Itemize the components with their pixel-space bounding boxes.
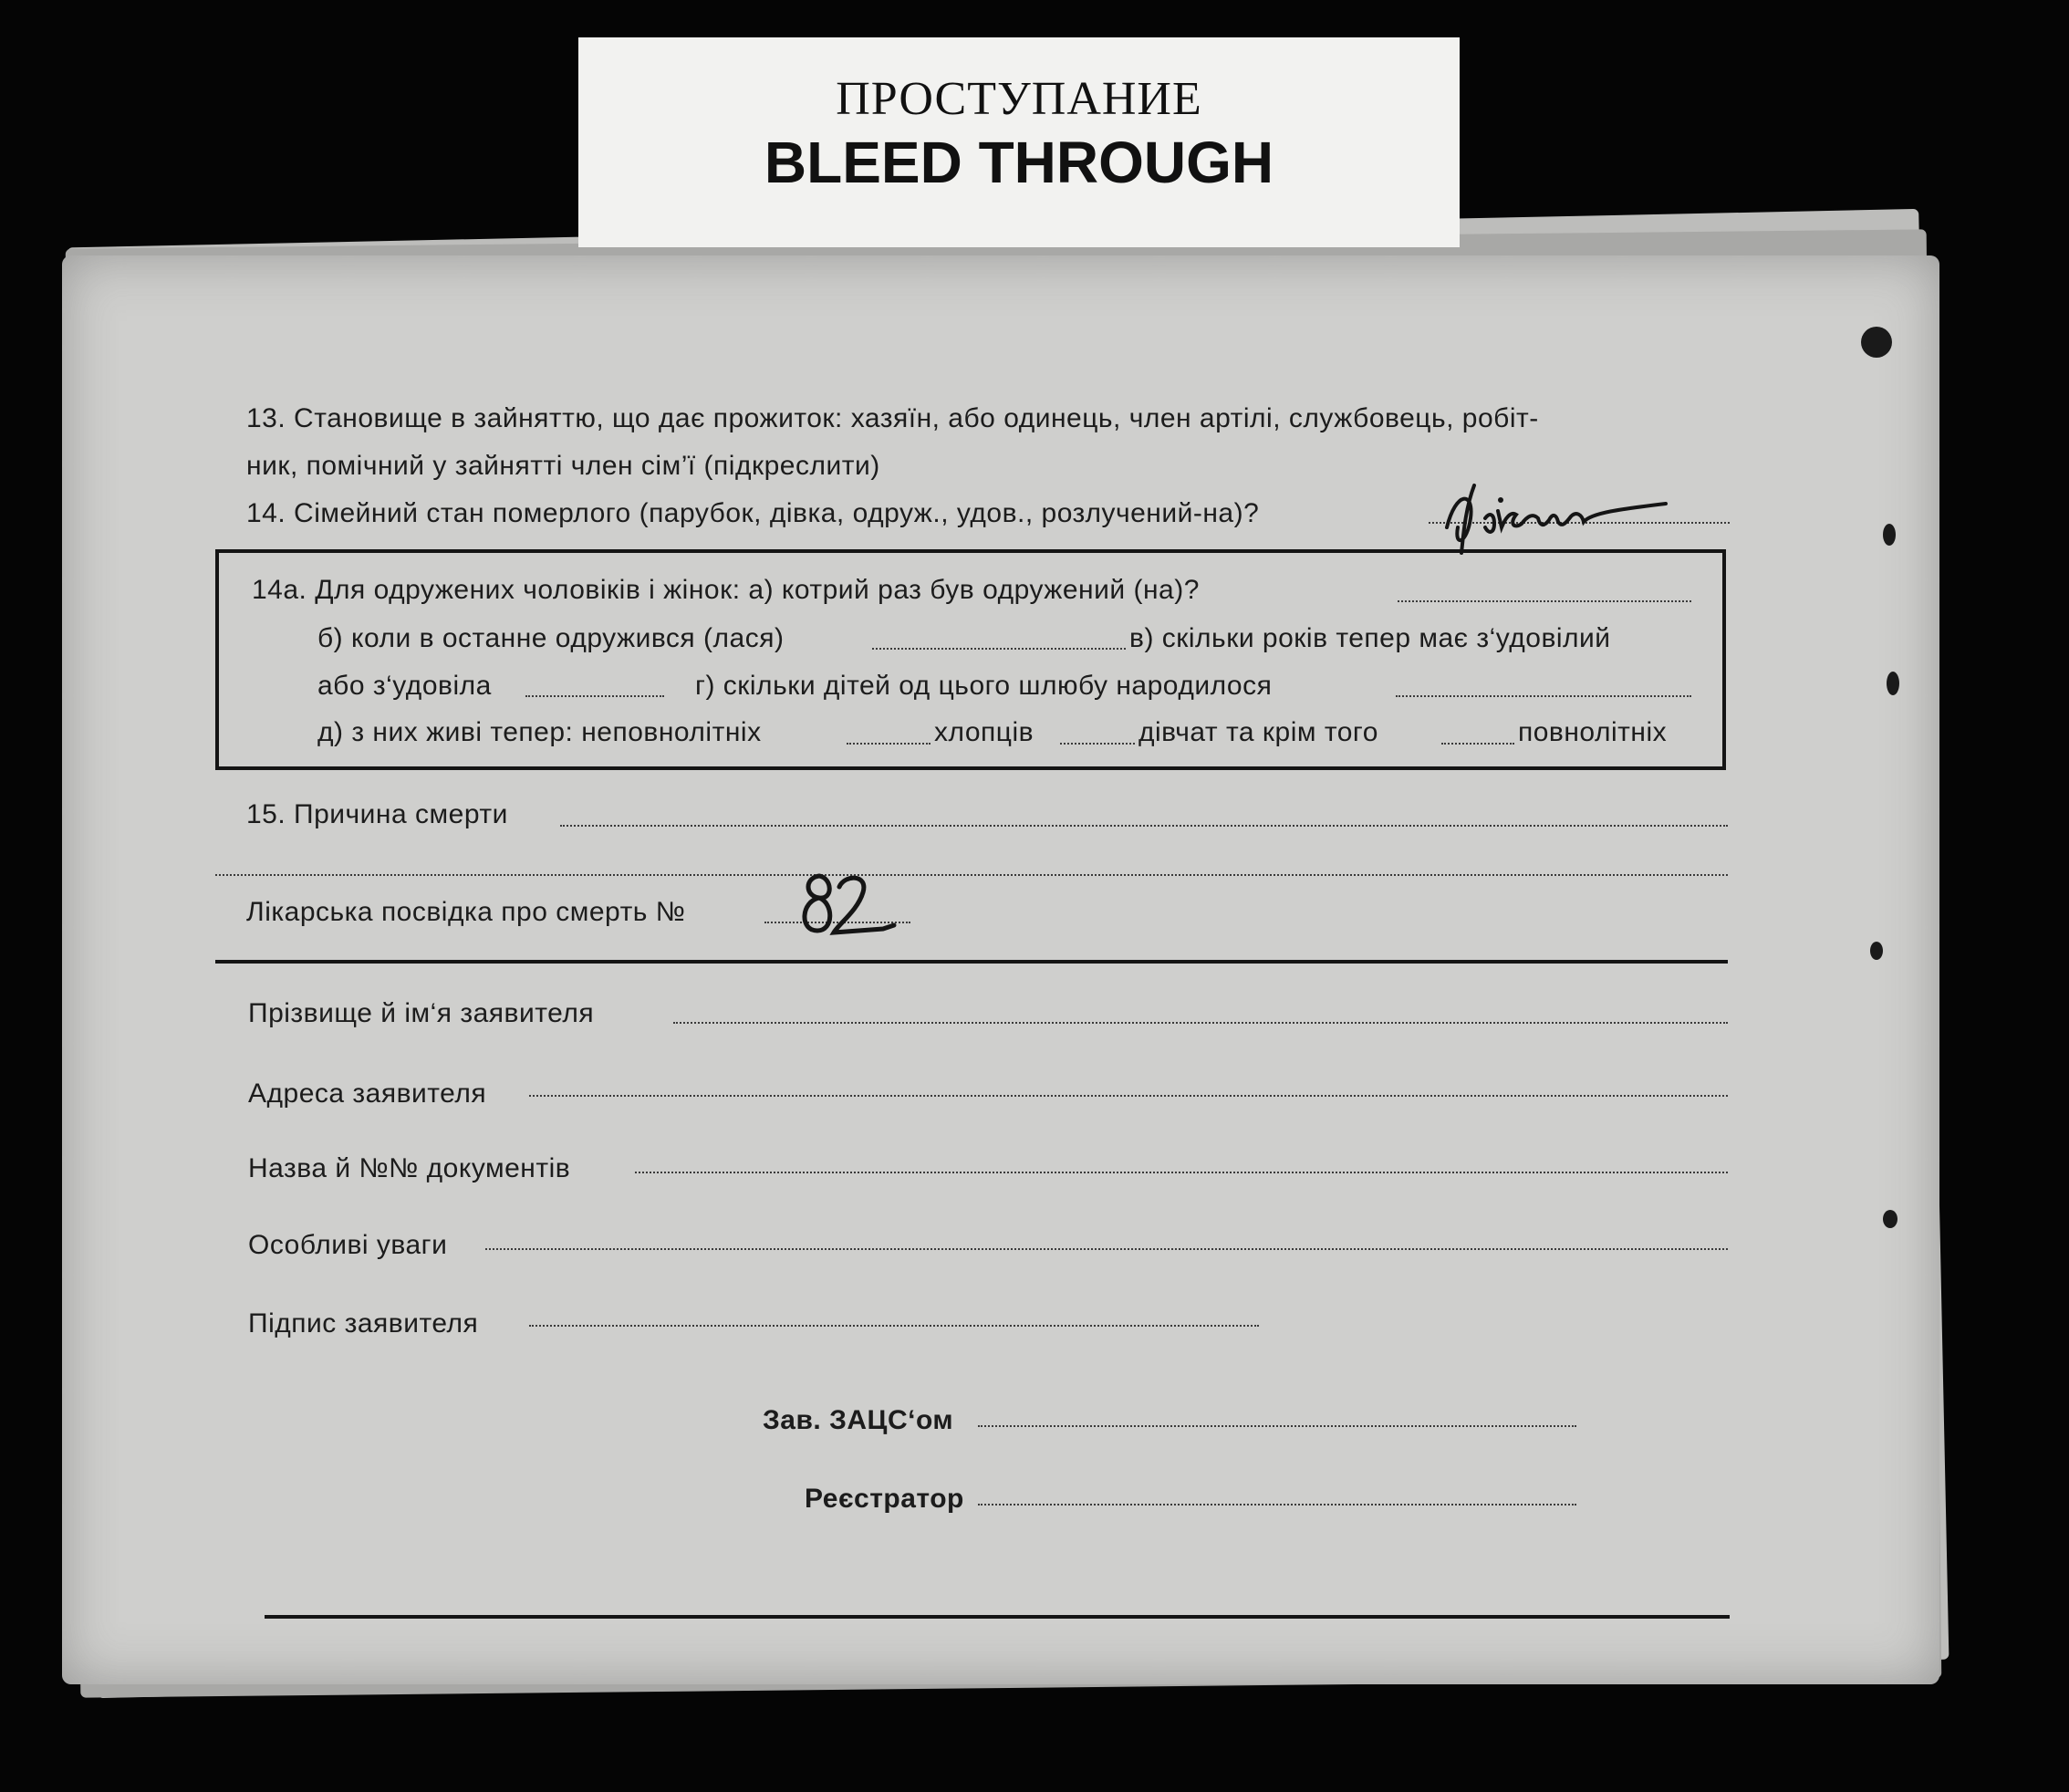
question-14a-d-label: д) з них живі тепер: неповнолітніх xyxy=(317,717,762,747)
punch-mark-4 xyxy=(1883,1210,1897,1228)
punch-mark-1 xyxy=(1883,524,1896,546)
punch-hole-top xyxy=(1861,327,1892,358)
question-14a-boys-label: хлопців xyxy=(934,717,1034,747)
question-14a-v-label: в) скільки років тепер має з‘удовілий xyxy=(1129,623,1611,653)
documents-field[interactable] xyxy=(635,1172,1728,1173)
question-13-line-2: ник, помічний у зайнятті член сім’ї (підкреслити) xyxy=(246,451,880,481)
documents-label: Назва й №№ документів xyxy=(248,1153,571,1183)
punch-mark-2 xyxy=(1887,672,1899,695)
head-zags-label: Зав. ЗАЦС‘ом xyxy=(763,1405,954,1435)
question-14a-adults-label: повнолітніх xyxy=(1518,717,1668,747)
special-notes-label: Особливі уваги xyxy=(248,1230,448,1260)
question-14a-g-prefix: або з‘удовіла xyxy=(317,671,492,701)
label-line-english: BLEED THROUGH xyxy=(764,130,1274,195)
label-line-russian: ПРОСТУПАНИЕ xyxy=(836,73,1202,125)
applicant-signature-field[interactable] xyxy=(529,1325,1259,1327)
medical-certificate-handwritten-number xyxy=(792,865,901,947)
question-14-handwritten-answer xyxy=(1438,473,1675,555)
cause-of-death-field-1[interactable] xyxy=(560,825,1728,827)
special-notes-field[interactable] xyxy=(485,1248,1728,1250)
question-14a-b-field[interactable] xyxy=(872,648,1126,650)
registrar-label: Реєстратор xyxy=(805,1484,964,1514)
punch-mark-3 xyxy=(1870,942,1883,960)
applicant-address-label: Адреса заявителя xyxy=(248,1078,487,1109)
applicant-name-label: Прізвище й ім‘я заявителя xyxy=(248,998,595,1028)
question-14-label: 14. Сімейний стан померлого (парубок, дівка, одруж., удов., розлучений-на)? xyxy=(246,498,1260,528)
question-14a-a-label: 14а. Для одружених чоловіків і жінок: а) котрий раз був одружений (на)? xyxy=(252,575,1200,605)
section-divider xyxy=(215,960,1728,964)
question-13-line-1: 13. Становище в зайняттю, що дає прожиток: хазяїн, або одинець, член артілі, службовець, робіт- xyxy=(246,403,1539,433)
applicant-signature-label: Підпис заявителя xyxy=(248,1308,479,1339)
question-15-label: 15. Причина смерти xyxy=(246,799,508,829)
bottom-rule xyxy=(265,1615,1730,1619)
question-14a-boys-field[interactable] xyxy=(1060,743,1135,745)
question-14a-minors-field[interactable] xyxy=(847,743,931,745)
question-14a-a-field[interactable] xyxy=(1398,600,1691,602)
question-14a-g-label: г) скільки дітей од цього шлюбу народилося xyxy=(695,671,1273,701)
cause-of-death-field-2[interactable] xyxy=(215,874,1728,876)
question-14a-adults-field[interactable] xyxy=(1441,743,1514,745)
medical-certificate-label: Лікарська посвідка про смерть № xyxy=(246,897,686,927)
applicant-name-field[interactable] xyxy=(673,1022,1728,1024)
question-14a-g-field[interactable] xyxy=(1396,695,1691,697)
head-zags-signature-field[interactable] xyxy=(978,1425,1576,1427)
applicant-address-field[interactable] xyxy=(529,1095,1728,1097)
question-14a-b-label: б) коли в останне одружився (лася) xyxy=(317,623,785,653)
registrar-signature-field[interactable] xyxy=(978,1504,1576,1505)
question-14a-widowed-years-field[interactable] xyxy=(525,695,664,697)
question-14a-girls-label: дівчат та крім того xyxy=(1138,717,1378,747)
bleed-through-label-card xyxy=(578,37,1460,247)
